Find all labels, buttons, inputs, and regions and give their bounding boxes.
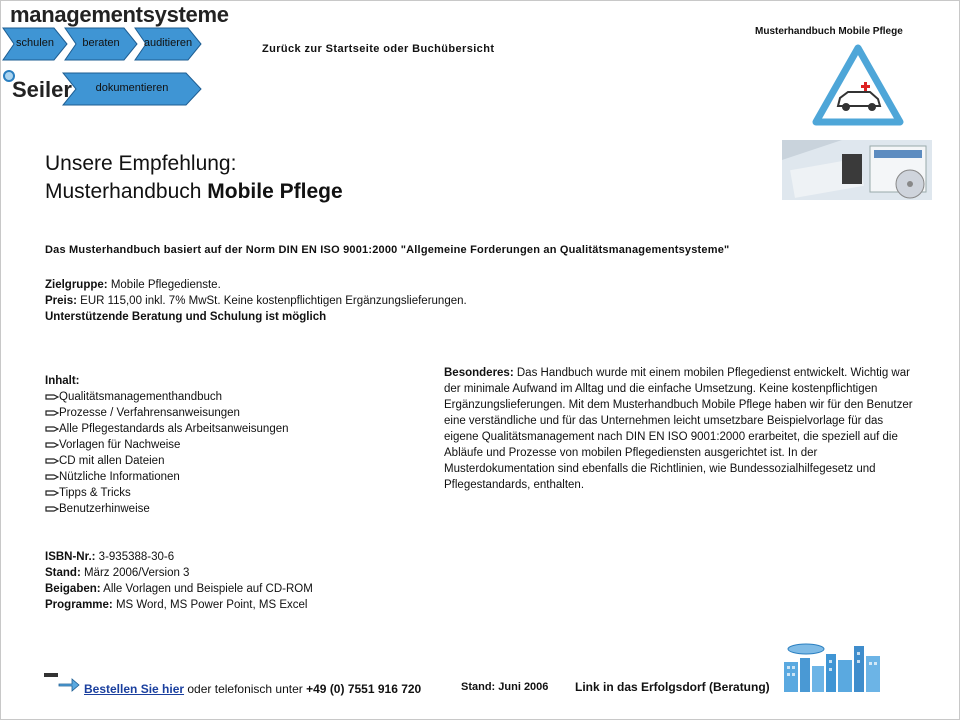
order-phone-text: oder telefonisch unter <box>184 682 307 696</box>
list-item-label: Alle Pflegestandards als Arbeitsanweisungen <box>59 423 289 435</box>
programme-label: Programme: <box>45 599 113 611</box>
list-item <box>45 501 289 517</box>
special-notes <box>444 365 914 493</box>
product-details <box>45 277 467 325</box>
pointing-hand-icon <box>45 457 59 465</box>
isbn-label: ISBN-Nr.: <box>45 551 96 563</box>
nav-auditieren[interactable] <box>134 27 202 61</box>
nav-dokumentieren[interactable] <box>62 72 202 106</box>
product-photo <box>782 140 932 200</box>
beigaben-label: Beigaben: <box>45 583 101 595</box>
contents-section <box>45 373 289 517</box>
zielgruppe-value: Mobile Pflegedienste. <box>107 279 221 291</box>
order-arrow-icon <box>58 675 80 693</box>
heading-line-2-bold: Mobile Pflege <box>207 180 343 203</box>
list-item-label: Nützliche Informationen <box>59 471 180 483</box>
pointing-hand-icon <box>45 489 59 497</box>
nav-label: auditieren <box>143 37 193 49</box>
list-item <box>45 485 289 501</box>
nav-label: beraten <box>82 37 120 49</box>
car-warning-sign-icon <box>812 44 904 126</box>
pointing-hand-icon <box>45 393 59 401</box>
heading-line-2-prefix: Musterhandbuch <box>45 180 208 203</box>
footer-marker <box>44 673 58 677</box>
book-meta <box>45 549 313 613</box>
preis-value: EUR 115,00 inkl. 7% MwSt. Keine kostenpflichtigen Ergänzungslieferungen. <box>76 295 467 307</box>
beigaben-value: Alle Vorlagen und Beispiele auf CD-ROM <box>100 583 313 595</box>
product-name-header: Musterhandbuch Mobile Pflege <box>755 26 903 37</box>
stand-value: März 2006/Version 3 <box>80 567 190 579</box>
list-item-label: Vorlagen für Nachweise <box>59 439 181 451</box>
stand-label: Stand: <box>45 567 81 579</box>
erfolgsdorf-link[interactable]: Link in das Erfolgsdorf (Beratung) <box>575 680 770 694</box>
list-item <box>45 389 289 405</box>
norm-description: Das Musterhandbuch basiert auf der Norm DIN EN ISO 9001:2000 "Allgemeine Forderungen an Qualitätsmanagementsysteme" <box>45 244 730 256</box>
programme-value: MS Word, MS Power Point, MS Excel <box>112 599 308 611</box>
nav-beraten[interactable] <box>64 27 138 61</box>
logo-title: managementsysteme <box>10 2 229 27</box>
special-text: Das Handbuch wurde mit einem mobilen Pflegedienst entwickelt. Wichtig war der minimale Aufwand im Alltag und die einfache Umsetzung. Keine kostenpflichtigen Ergänzungslieferungen. Mit dem Musterhandbuch Mobile Pflege haben wir für den Benutzer eine verständliche und für das Unternehmen leicht umsetzbare Beispielvorlage für das eigene Qualitätsmanagement nach DIN EN ISO 9001:2000 erarbeitet, die speziell auf die Abläufe und Prozesse von mobilen Pflegediensten ausgerichtet ist. In der Musterdokumentation sind ebenfalls die Richtlinien, wie Bundessozialhilfegesetz und Pflegestandards, enthalten. <box>444 367 913 491</box>
list-item-label: Prozesse / Verfahrensanweisungen <box>59 407 240 419</box>
pointing-hand-icon <box>45 473 59 481</box>
city-skyline-icon[interactable] <box>782 640 882 692</box>
list-item-label: Qualitätsmanagementhandbuch <box>59 391 223 403</box>
preis-label: Preis: <box>45 295 77 307</box>
contents-heading: Inhalt: <box>45 375 80 387</box>
isbn-value: 3-935388-30-6 <box>95 551 175 563</box>
heading-line-1: Unsere Empfehlung: <box>45 152 237 175</box>
list-item <box>45 469 289 485</box>
list-item <box>45 421 289 437</box>
page-title <box>45 150 343 206</box>
footer-stand: Stand: Juni 2006 <box>461 681 549 693</box>
contents-list <box>45 389 289 517</box>
nav-label: schulen <box>16 37 54 49</box>
special-label: Besonderes: <box>444 367 514 379</box>
list-item-label: Benutzerhinweise <box>59 503 150 515</box>
pointing-hand-icon <box>45 505 59 513</box>
list-item-label: CD mit allen Dateien <box>59 455 165 467</box>
zielgruppe-label: Zielgruppe: <box>45 279 108 291</box>
nav-label: dokumentieren <box>95 82 169 94</box>
pointing-hand-icon <box>45 441 59 449</box>
nav-schulen[interactable] <box>2 27 68 61</box>
order-line <box>84 682 421 696</box>
brand-name: Seiler <box>12 77 72 102</box>
order-phone: +49 (0) 7551 916 720 <box>306 682 422 696</box>
order-link[interactable]: Bestellen Sie hier <box>84 682 185 696</box>
list-item <box>45 453 289 469</box>
back-link[interactable]: Zurück zur Startseite oder Buchübersicht <box>262 43 495 55</box>
list-item <box>45 405 289 421</box>
pointing-hand-icon <box>45 425 59 433</box>
list-item-label: Tipps & Tricks <box>59 487 131 499</box>
beratung-note: Unterstützende Beratung und Schulung ist möglich <box>45 311 327 323</box>
pointing-hand-icon <box>45 409 59 417</box>
list-item <box>45 437 289 453</box>
